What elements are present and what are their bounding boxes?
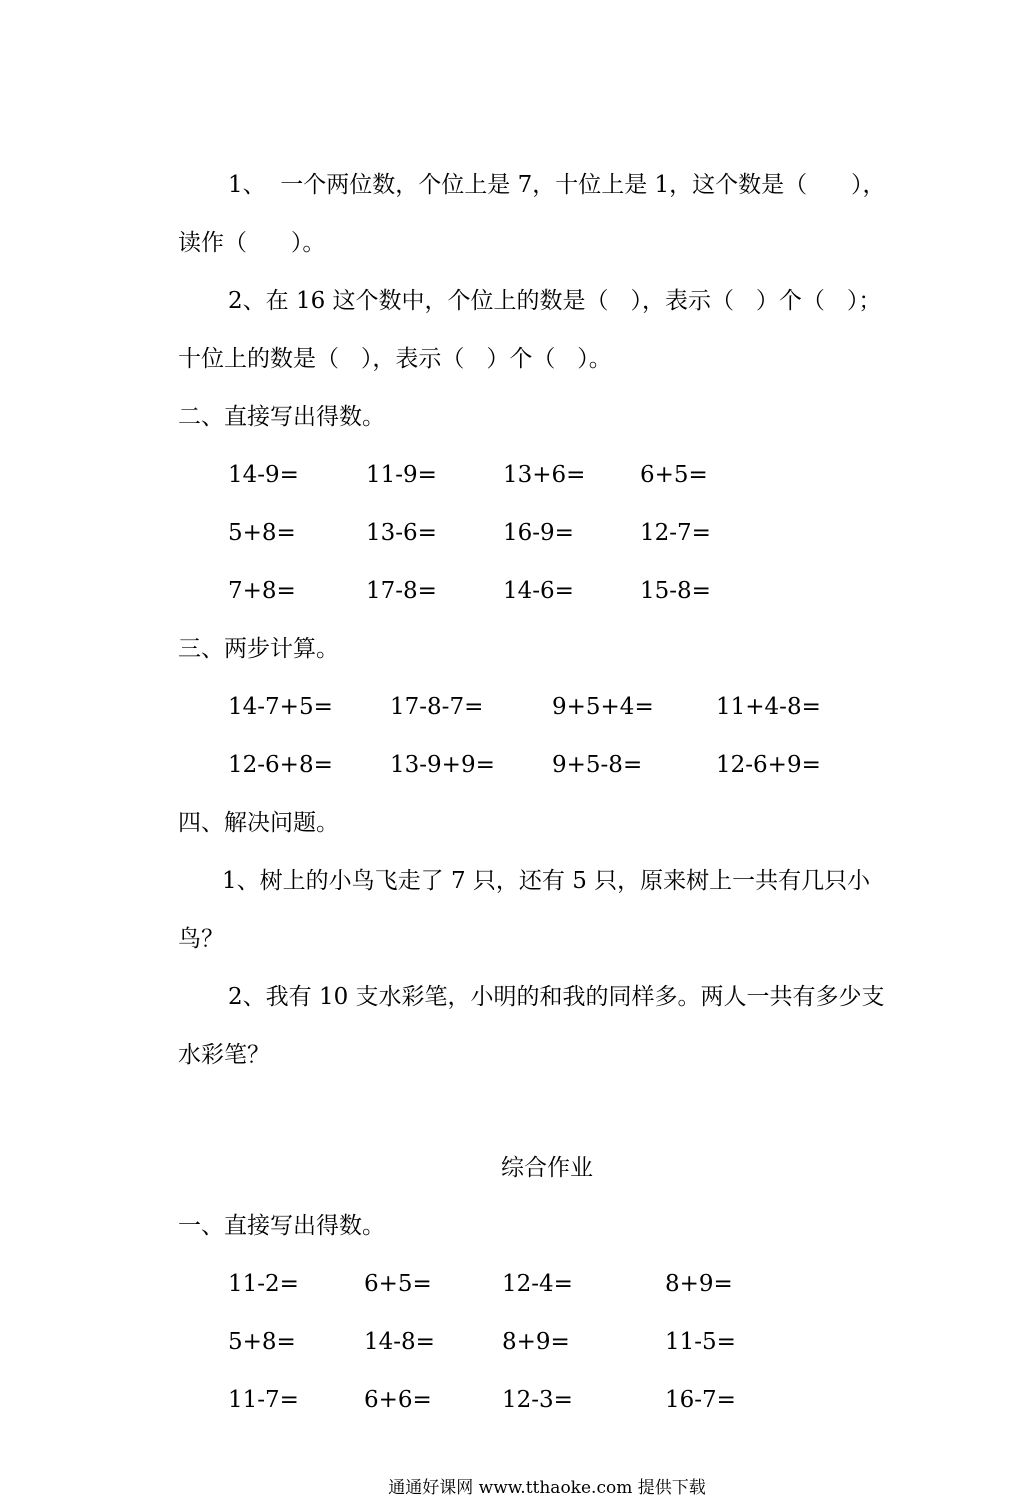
calc-item: 12-6+9= [716, 752, 821, 778]
calc-row [0, 750, 1034, 780]
calc-row [0, 576, 1034, 606]
calc-item: 6+5= [640, 462, 708, 488]
calc-item: 15-8= [640, 578, 711, 604]
calc-item: 17-8-7= [390, 694, 484, 720]
calc-item: 14-8= [364, 1329, 435, 1355]
problem-1-line-2: 鸟？ [178, 926, 224, 952]
calc-item: 8+9= [502, 1329, 570, 1355]
calc-row [0, 1385, 1034, 1415]
calc-item: 11+4-8= [716, 694, 821, 720]
calc-item: 9+5+4= [552, 694, 654, 720]
calc-item: 5+8= [228, 1329, 296, 1355]
calc-item: 14-6= [503, 578, 574, 604]
calc-row [0, 518, 1034, 548]
calc-item: 14-7+5= [228, 694, 333, 720]
calc-item: 13-6= [366, 520, 437, 546]
calc-item: 6+5= [364, 1271, 432, 1297]
calc-item: 12-4= [502, 1271, 573, 1297]
question-2-line-2: 十位上的数是（ ），表示（ ）个（ ）。 [178, 346, 612, 372]
question-1-line-2: 读作（ ）。 [178, 230, 326, 256]
calc-item: 12-3= [502, 1387, 573, 1413]
homework-heading: 一、直接写出得数。 [178, 1213, 385, 1239]
question-1-line-1: 1、 一个两位数，个位上是 7，十位上是 1，这个数是（ ）， [228, 172, 886, 198]
section-4-heading: 四、解决问题。 [178, 810, 339, 836]
calc-item: 16-9= [503, 520, 574, 546]
question-2-line-1: 2、在 16 这个数中，个位上的数是（ ），表示（ ）个（ ）； [228, 288, 882, 314]
calc-item: 13+6= [503, 462, 586, 488]
calc-item: 16-7= [665, 1387, 736, 1413]
homework-title: 综合作业 [501, 1155, 593, 1181]
calc-item: 11-9= [366, 462, 437, 488]
calc-item: 17-8= [366, 578, 437, 604]
calc-row [0, 692, 1034, 722]
calc-item: 8+9= [665, 1271, 733, 1297]
problem-1-line-1: 1、树上的小鸟飞走了 7 只，还有 5 只，原来树上一共有几只小 [222, 868, 871, 894]
calc-item: 5+8= [228, 520, 296, 546]
calc-item: 11-2= [228, 1271, 299, 1297]
calc-item: 11-5= [665, 1329, 736, 1355]
calc-item: 6+6= [364, 1387, 432, 1413]
calc-item: 12-6+8= [228, 752, 333, 778]
section-2-heading: 二、直接写出得数。 [178, 404, 385, 430]
section-3-heading: 三、两步计算。 [178, 636, 339, 662]
calc-row [0, 460, 1034, 490]
calc-item: 12-7= [640, 520, 711, 546]
page-footer: 通通好课网 www.tthaoke.com 提供下载 [388, 1478, 706, 1498]
calc-item: 11-7= [228, 1387, 299, 1413]
calc-item: 14-9= [228, 462, 299, 488]
calc-item: 9+5-8= [552, 752, 643, 778]
problem-2-line-2: 水彩笔？ [178, 1042, 270, 1068]
calc-item: 7+8= [228, 578, 296, 604]
calc-row [0, 1269, 1034, 1299]
problem-2-line-1: 2、我有 10 支水彩笔，小明的和我的同样多。两人一共有多少支 [228, 984, 885, 1010]
calc-row [0, 1327, 1034, 1357]
calc-item: 13-9+9= [390, 752, 495, 778]
